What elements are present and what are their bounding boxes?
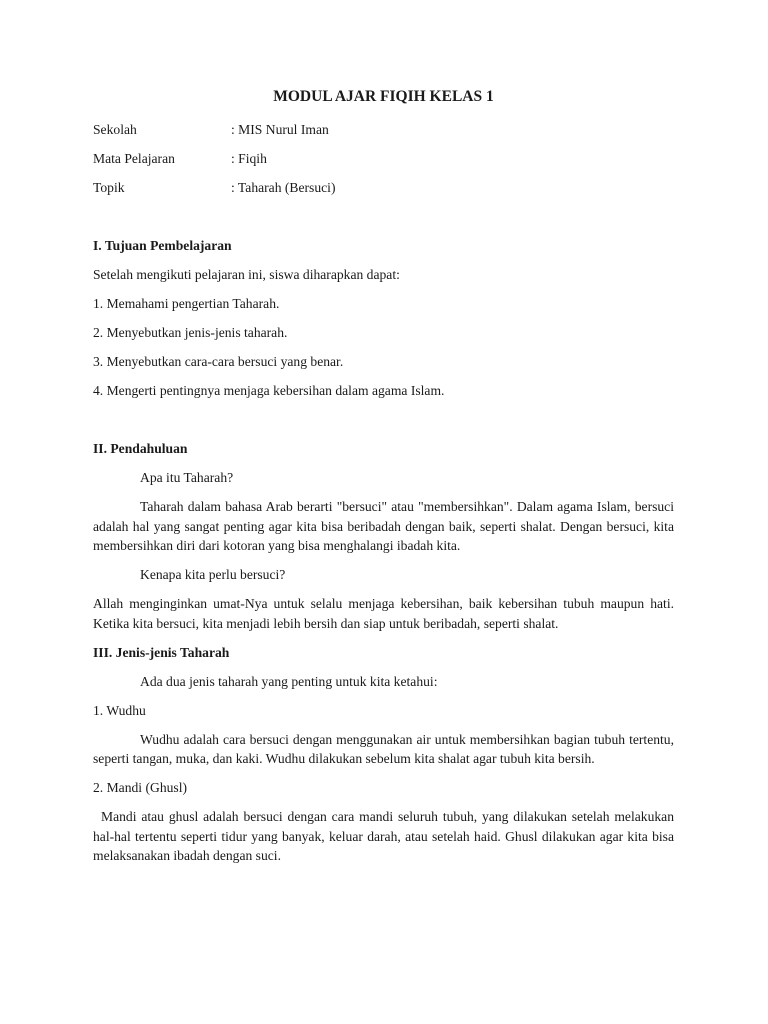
info-label: Mata Pelajaran (93, 151, 175, 166)
section-intro: Setelah mengikuti pelajaran ini, siswa diharapkan dapat: (93, 267, 400, 282)
list-item: 1. Memahami pengertian Taharah. (93, 296, 280, 311)
document-page (93, 86, 674, 875)
info-block (93, 120, 674, 198)
paragraph: Allah menginginkan umat-Nya untuk selalu menjaga kebersihan, baik kebersihan tubuh maupun hati. Ketika kita bersuci, kita menjadi lebih bersih dan siap untuk beribadah, seperti shalat. (93, 596, 674, 631)
paragraph: Taharah dalam bahasa Arab berarti "bersuci" atau "membersihkan". Dalam agama Islam, bersuci adalah hal yang sangat penting agar kita bisa beribadah dengan baik, seperti shalat. Dengan bersuci, kita membersihkan diri dari kotoran yang bisa menghalangi ibadah kita. (93, 499, 674, 553)
question: Apa itu Taharah? (140, 470, 234, 485)
info-row-subject (93, 149, 674, 169)
section-heading: II. Pendahuluan (93, 441, 188, 456)
section-intro: Ada dua jenis taharah yang penting untuk kita ketahui: (140, 673, 438, 689)
section-heading: III. Jenis-jenis Taharah (93, 644, 230, 660)
section-learning-objectives (93, 236, 674, 401)
list-item: 2. Menyebutkan jenis-jenis taharah. (93, 325, 288, 340)
info-value: : Taharah (Bersuci) (231, 180, 336, 195)
subheading: 1. Wudhu (93, 702, 146, 718)
section-types-of-taharah (93, 643, 674, 866)
paragraph: Wudhu adalah cara bersuci dengan menggunakan air untuk membersihkan bagian tubuh tertentu, seperti tangan, muka, dan kaki. Wudhu dilakukan sebelum kita shalat agar tubuh kita bersih. (93, 731, 674, 766)
document-title: MODUL AJAR FIQIH KELAS 1 (273, 88, 494, 105)
info-value: : Fiqih (231, 151, 267, 166)
question: Kenapa kita perlu bersuci? (140, 567, 286, 582)
info-label: Topik (93, 180, 125, 195)
info-row-topic (93, 178, 674, 198)
list-item: 3. Menyebutkan cara-cara bersuci yang benar. (93, 354, 344, 369)
info-value: : MIS Nurul Iman (231, 122, 329, 137)
section-heading: I. Tujuan Pembelajaran (93, 238, 232, 253)
subheading: 2. Mandi (Ghusl) (93, 780, 188, 795)
info-row-school (93, 120, 674, 140)
info-label: Sekolah (93, 122, 137, 137)
list-item: 4. Mengerti pentingnya menjaga kebersihan dalam agama Islam. (93, 383, 445, 398)
section-introduction (93, 439, 674, 633)
paragraph: Mandi atau ghusl adalah bersuci dengan cara mandi seluruh tubuh, yang dilakukan setelah melakukan hal-hal tertentu seperti tidur yang banyak, keluar darah, atau setelah haid. Ghusl dilakukan agar kita bisa melaksanakan ibadah dengan suci. (93, 809, 674, 863)
